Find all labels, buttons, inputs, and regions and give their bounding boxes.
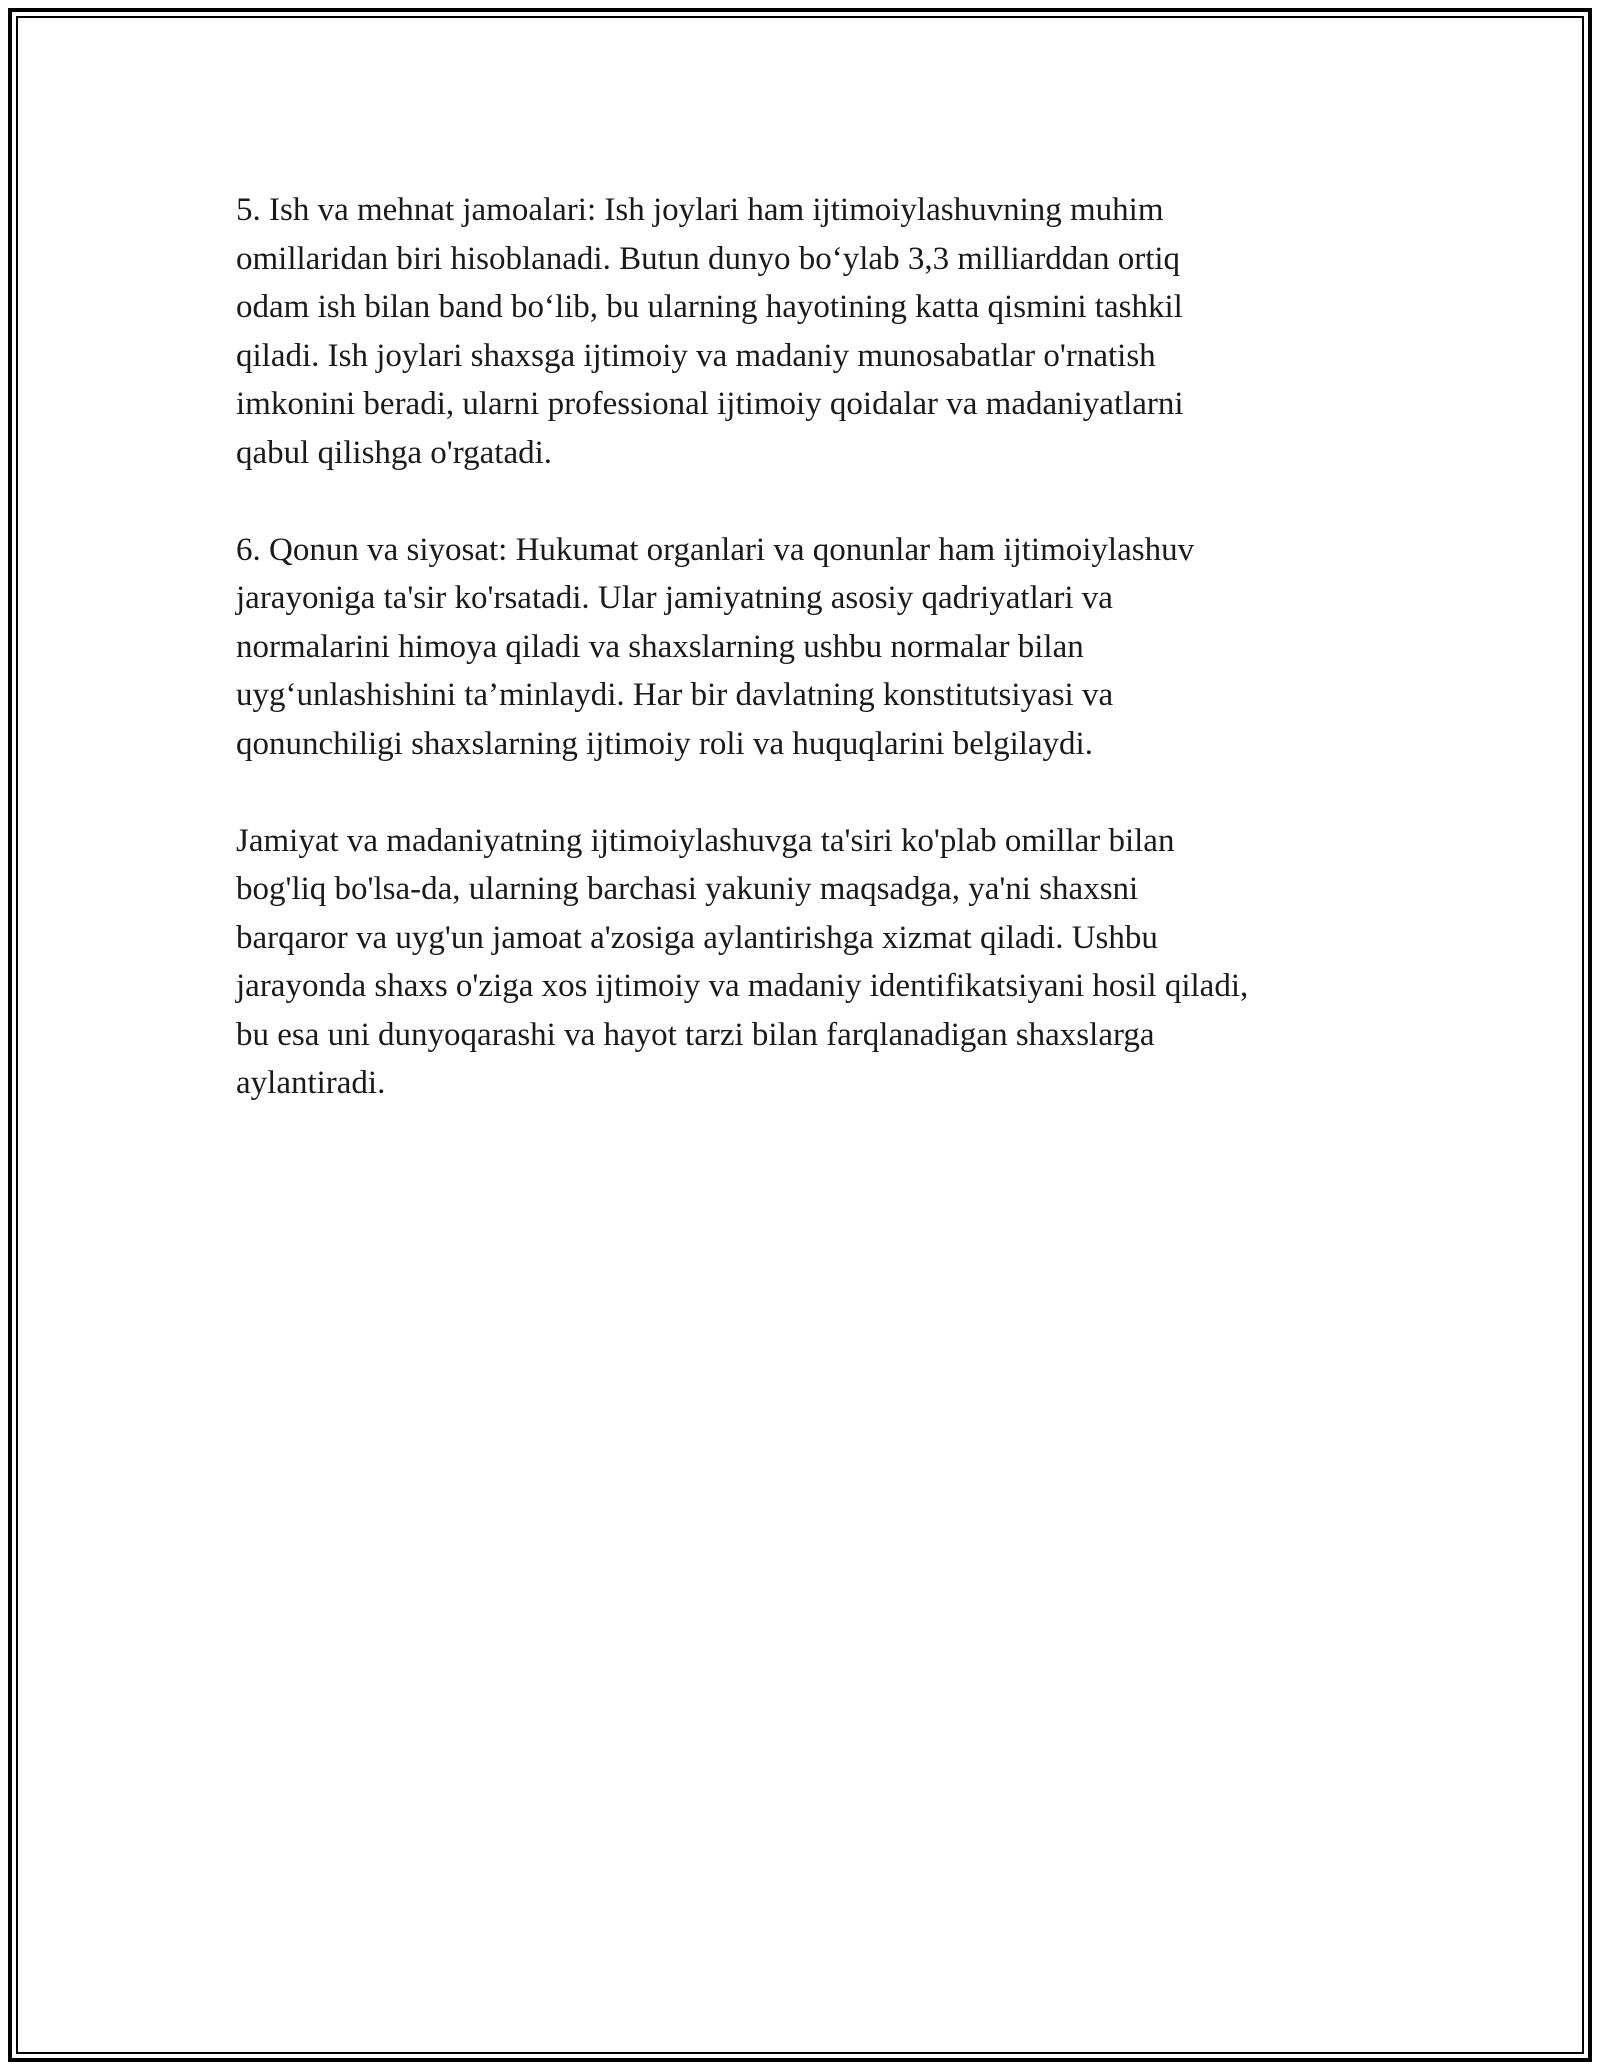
text-line: qabul qilishga o'rgatadi. <box>236 434 553 471</box>
text-line: bog'liq bo'lsa-da, ularning barchasi yakuniy maqsadga, ya'ni shaxsni <box>236 871 1139 907</box>
paragraph-law-and-policy <box>236 526 1376 769</box>
text-line: 6. Qonun va siyosat: Hukumat organlari va qonunlar ham ijtimoiylashuv <box>236 531 1195 568</box>
text-line: bu esa uni dunyoqarashi va hayot tarzi bilan farqlanadigan shaxslarga <box>236 1016 1155 1053</box>
text-line: jarayonda shaxs o'ziga xos ijtimoiy va madaniy identifikatsiyani hosil qiladi, <box>236 968 1249 1004</box>
text-line: normalarini himoya qiladi va shaxslarning ushbu normalar bilan <box>236 628 1084 665</box>
text-line: barqaror va uyg'un jamoat a'zosiga aylantirishga xizmat qiladi. Ushbu <box>236 919 1158 956</box>
paragraph-conclusion <box>236 817 1376 1108</box>
text-line: 5. Ish va mehnat jamoalari: Ish joylari ham ijtimoiylashuvning muhim <box>236 192 1164 228</box>
text-line: odam ish bilan band bo‘lib, bu ularning hayotining katta qismini tashkil <box>236 289 1183 325</box>
text-line: qiladi. Ish joylari shaxsga ijtimoiy va madaniy munosabatlar o'rnatish <box>236 337 1156 374</box>
document-body <box>236 186 1376 1156</box>
text-line: jarayoniga ta'sir ko'rsatadi. Ular jamiyatning asosiy qadriyatlari va <box>236 580 1113 616</box>
text-line: qonunchiligi shaxslarning ijtimoiy roli va huquqlarini belgilaydi. <box>236 725 1093 762</box>
text-line: Jamiyat va madaniyatning ijtimoiylashuvga ta'siri ko'plab omillar bilan <box>236 822 1175 859</box>
paragraph-work-collectives <box>236 186 1376 477</box>
text-line: omillaridan biri hisoblanadi. Butun dunyo bo‘ylab 3,3 milliarddan ortiq <box>236 240 1181 277</box>
text-line: uyg‘unlashishini ta’minlaydi. Har bir davlatning konstitutsiyasi va <box>236 677 1114 713</box>
text-line: imkonini beradi, ularni professional ijtimoiy qoidalar va madaniyatlarni <box>236 386 1184 422</box>
text-line: aylantiradi. <box>236 1065 386 1101</box>
